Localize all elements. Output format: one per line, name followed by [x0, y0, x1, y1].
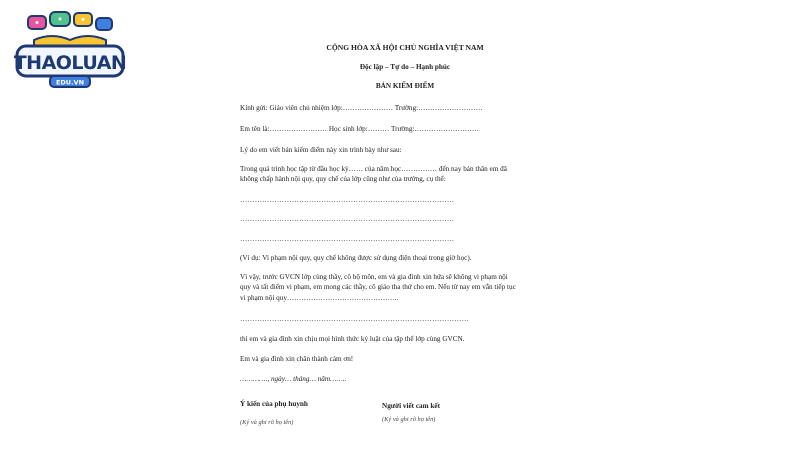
parent-signature-note: (Ký và ghi rõ họ tên): [240, 419, 294, 426]
logo-brand-text: THAOLUAN: [14, 52, 126, 74]
reason-intro: Lý do em viết bản kiểm điểm này xin trình bày như sau:: [240, 146, 402, 154]
national-header: CỘNG HÒA XÃ HỘI CHỦ NGHĨA VIỆT NAM: [326, 43, 484, 52]
body-paragraph-2-line-1: Vì vậy, trước GVCN lớp cùng thầy, cô bộ môn, em và gia đình xin hứa sẽ không vi phạm nội: [240, 273, 508, 281]
date-line: …………., ngày… tháng… năm……..: [240, 375, 347, 383]
self-assessment-document: [240, 0, 600, 450]
dotted-fill-line-2: ……………………………………………………………………………: [240, 215, 455, 223]
dotted-fill-line-3: ……………………………………………………………………………: [240, 235, 455, 243]
writer-signature-note: (Ký và ghi rõ họ tên): [382, 416, 436, 423]
body-paragraph-2-line-2: quy và tất điểm vi phạm, em mong các thầy, cô giáo tha thứ cho em. Nếu từ nay em vẫn tiếp tục: [240, 283, 516, 291]
writer-label: Người viết cam kết: [382, 402, 440, 410]
dotted-fill-line-1: ……………………………………………………………………………: [240, 196, 455, 204]
thanks-line: Em và gia đình xin chân thành cảm ơn!: [240, 355, 354, 363]
student-name-line: Em tên là:…………………… Học sinh lớp:……… Trường:………………………: [240, 125, 480, 133]
thaoluan-logo: [14, 10, 126, 94]
dotted-fill-line-4: …………………………………………………………………………………: [240, 315, 470, 323]
national-motto: Độc lập – Tự do – Hạnh phúc: [359, 63, 451, 71]
salutation-line: Kính gửi: Giáo viên chủ nhiệm lớp:………………… Trường:………………………: [240, 104, 483, 112]
speech-bubble-icons: [28, 12, 112, 30]
logo-sub-text: EDU.VN: [55, 78, 85, 87]
document-title: BẢN KIỂM ĐIỂM: [375, 82, 435, 90]
body-paragraph-1-line-2: không chấp hành nội quy, quy chế của lớp cũng như của trường, cụ thể:: [240, 175, 446, 183]
body-paragraph-2-line-3: vi phạm nội quy………………………………………..: [240, 294, 399, 302]
discipline-statement: thì em và gia đình xin chịu mọi hình thức kỷ luật của tập thể lớp cùng GVCN.: [240, 335, 465, 343]
parent-opinion-label: Ý kiến của phụ huynh: [240, 400, 308, 408]
body-paragraph-1-line-1: Trong quá trình học tập từ đầu học kỳ…… của năm học…………… đến nay bản thân em đã: [240, 165, 507, 173]
example-note: (Ví dụ: Vi phạm nội quy, quy chế không được sử dụng điện thoại trong giờ học).: [240, 254, 472, 262]
